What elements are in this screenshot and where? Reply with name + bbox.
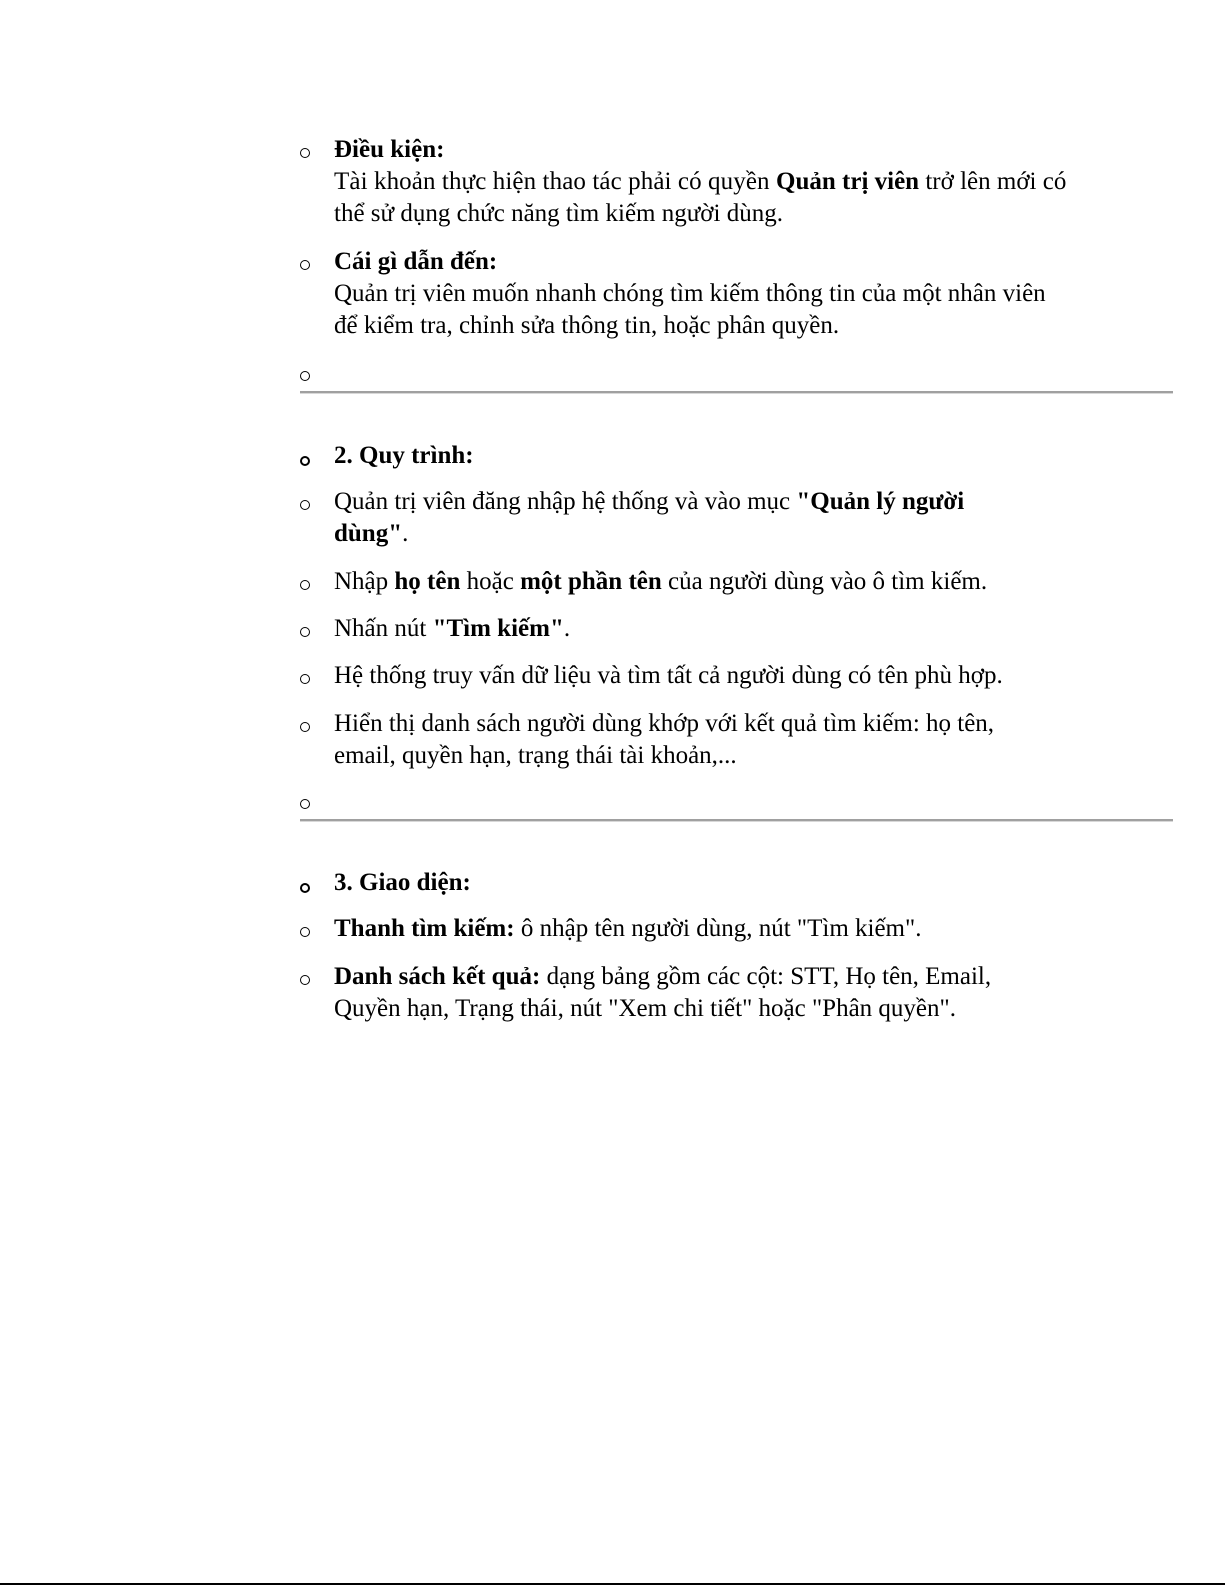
step-2-bold-2: một phần tên <box>520 568 662 595</box>
danh-sach-ket-qua-label: Danh sách kết quả: <box>334 963 541 990</box>
dieu-kien-content <box>334 134 1074 230</box>
thanh-tim-kiem-content <box>334 913 1074 945</box>
step-3-bold: "Tìm kiếm" <box>432 615 564 642</box>
circle-bullet-icon <box>300 456 310 466</box>
cai-gi-text: Quản trị viên muốn nhanh chóng tìm kiếm thông tin của một nhân viên để kiểm tra, chỉnh sửa thông tin, hoặc phân quyền. <box>334 280 1046 339</box>
divider-2 <box>300 819 1173 822</box>
dieu-kien-label: Điều kiện: <box>334 136 445 163</box>
step-5-text: Hiển thị danh sách người dùng khớp với kết quả tìm kiếm: họ tên, email, quyền hạn, trạng thái tài khoản,... <box>334 710 995 769</box>
dieu-kien-text-1: Tài khoản thực hiện thao tác phải có quyền <box>334 168 777 195</box>
step-2-a: Nhập <box>334 568 395 595</box>
step-1-text: Quản trị viên đăng nhập hệ thống và vào mục <box>334 488 797 515</box>
cai-gi-content <box>334 246 1074 342</box>
step-4-text: Hệ thống truy vấn dữ liệu và tìm tất cả người dùng có tên phù hợp. <box>334 662 1003 689</box>
step-3-content <box>334 613 1074 645</box>
dieu-kien-text-2: trở lên mới có thể sử dụng chức năng tìm kiếm người dùng. <box>334 168 1067 227</box>
dieu-kien-bold: Quản trị viên <box>776 168 920 195</box>
circle-bullet-icon <box>300 580 310 590</box>
thanh-tim-kiem-label: Thanh tìm kiếm: <box>334 915 515 942</box>
step-1-content <box>334 486 1014 550</box>
step-1-bold: "Quản lý người dùng" <box>334 488 965 547</box>
circle-bullet-icon <box>300 500 310 510</box>
quy-trinh-heading: 2. Quy trình: <box>334 442 474 469</box>
circle-bullet-icon <box>300 927 310 937</box>
step-2-bold-1: họ tên <box>394 568 461 595</box>
step-3-a: Nhấn nút <box>334 615 433 642</box>
giao-dien-heading: 3. Giao diện: <box>334 869 471 896</box>
danh-sach-ket-qua-text: dạng bảng gồm các cột: STT, Họ tên, Email, Quyền hạn, Trạng thái, nút "Xem chi tiết" hoặc "Phân quyền". <box>334 963 992 1022</box>
thanh-tim-kiem-text: ô nhập tên người dùng, nút "Tìm kiếm". <box>514 915 922 942</box>
circle-bullet-icon <box>300 260 310 270</box>
circle-bullet-icon <box>300 674 310 684</box>
step-1-end: . <box>402 520 409 547</box>
step-3-end: . <box>563 615 571 642</box>
step-2-b: hoặc <box>460 568 521 595</box>
step-2-c: của người dùng vào ô tìm kiếm. <box>661 568 988 595</box>
cai-gi-label: Cái gì dẫn đến: <box>334 248 498 275</box>
circle-bullet-icon <box>300 627 310 637</box>
divider-1 <box>300 391 1173 394</box>
circle-bullet-icon <box>300 371 310 381</box>
danh-sach-ket-qua-content <box>334 961 1034 1025</box>
circle-bullet-icon <box>300 883 310 893</box>
circle-bullet-icon <box>300 975 310 985</box>
step-2-content <box>334 566 1074 598</box>
circle-bullet-icon <box>300 799 310 809</box>
circle-bullet-icon <box>300 148 310 158</box>
circle-bullet-icon <box>300 722 310 732</box>
